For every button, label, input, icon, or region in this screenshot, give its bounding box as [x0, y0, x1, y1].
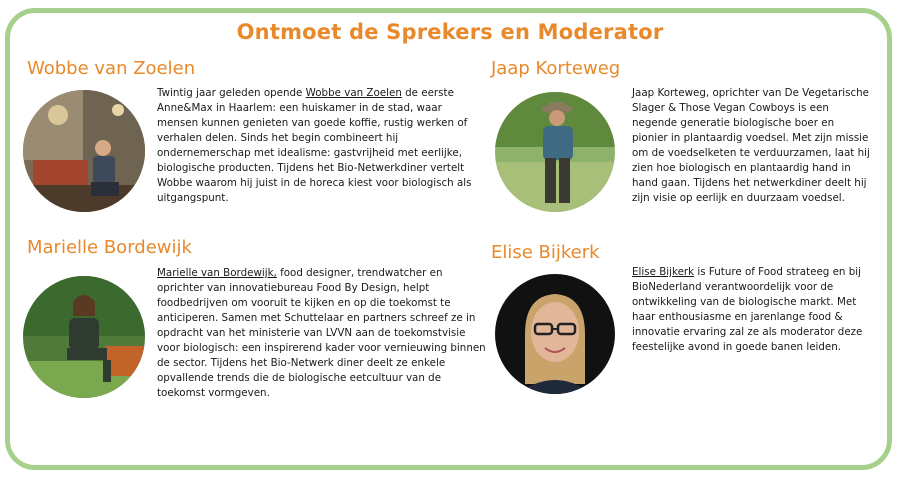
speaker-bio-jaap: Jaap Korteweg, oprichter van De Vegetarische Slager & Those Vegan Cowboys is een negende generatie biologische boer en pionier in plantaardig voedsel. Met zijn missie om de voedselketen te verduurzamen, laat hij zien hoe biologisch en plantaardig hand in hand gaan. Tijdens het netwerkdiner deelt hij zijn visie op eerlijk en duurzaam voedsel.: [632, 87, 870, 204]
speaker-photo-elise: [495, 274, 615, 394]
speaker-bio-elise: Elise Bijkerk is Future of Food strateeg en bij BioNederland verantwoordelijk voor de ontwikkeling van de biologische markt. Met haar enthousiasme en jarenlange food & innovatie ervaring zal ze als moderator deze feestelijke avond in goede banen leiden.: [632, 266, 863, 353]
speaker-name-wobbe: Wobbe van Zoelen: [27, 58, 196, 79]
speaker-photo-jaap: [495, 92, 615, 212]
speaker-link-marielle[interactable]: Marielle van Bordewijk,: [157, 267, 277, 279]
speaker-name-marielle: Marielle Bordewijk: [27, 237, 192, 258]
page-title: Ontmoet de Sprekers en Moderator: [236, 20, 664, 44]
speaker-photo-wobbe: [23, 90, 145, 212]
speaker-bio-wobbe: Twintig jaar geleden opende Wobbe van Zoelen de eerste Anne&Max in Haarlem: een huiskamer in de stad, waar mensen kunnen genieten van goede koffie, rustig werken of verhalen delen. Sinds het begin combineert hij ondernemerschap met idealisme: gastvrijheid met eerlijke, biologische producten. Tijdens het Bio-Netwerkdiner vertelt Wobbe waarom hij juist in de horeca kiest voor biologisch als uitgangspunt.: [157, 87, 472, 204]
speaker-bio-marielle: Marielle van Bordewijk, food designer, trendwatcher en oprichter van innovatiebureau Food By Design, helpt foodbedrijven om vooruit te kijken en op die toekomst te anticiperen. Samen met Schuttelaar en partners schreef ze in opdracht van het ministerie van LVVN aan de toekomstvisie voor biologisch: een inspirerend kader voor vernieuwing binnen de sector. Tijdens het Bio-Netwerk diner deelt ze enkele opvallende trends die de biologische eetcultuur van de toekomst vormgeven.: [157, 267, 486, 399]
speaker-link-elise[interactable]: Elise Bijkerk: [632, 266, 695, 278]
speaker-photo-marielle: [23, 276, 145, 398]
speaker-name-elise: Elise Bijkerk: [491, 242, 600, 263]
speaker-name-jaap: Jaap Korteweg: [491, 58, 621, 79]
speaker-link-wobbe[interactable]: Wobbe van Zoelen: [305, 87, 402, 99]
